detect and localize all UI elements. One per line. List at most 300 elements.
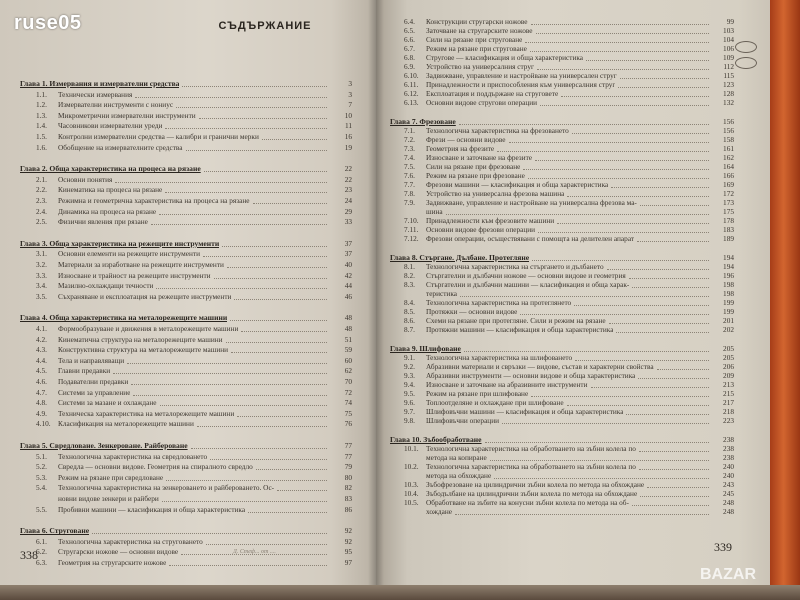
toc-entry-text: Технологична характеристика на свредловането [58, 452, 208, 461]
toc-entry-number: 3.5. [36, 292, 47, 301]
toc-page-number: 86 [344, 504, 352, 514]
toc-page-number: 48 [344, 324, 352, 333]
toc-dot-leader [159, 213, 327, 215]
toc-entry [36, 144, 183, 152]
toc-dot-leader [530, 50, 709, 52]
right-page-number: 339 [714, 540, 732, 554]
toc-entry-text: Режим на рязане при фрезоване [426, 172, 525, 180]
toc-entry-text: Измервателни инструменти с нониус [58, 101, 174, 110]
toc-entry [404, 99, 537, 107]
toc-dot-leader [639, 450, 709, 452]
toc-dot-leader [531, 395, 709, 397]
toc-entry-text: Часовникови измервателни уреди [58, 122, 163, 131]
toc-page-number: 162 [723, 153, 734, 162]
toc-entry-text: Основни елементи на режещите инструменти [58, 250, 201, 259]
toc-entry-text: Протяжки — основни видове [426, 308, 518, 316]
toc-entry-number: 2.3. [36, 197, 47, 205]
toc-entry [404, 381, 588, 389]
toc-page-number: 178 [723, 216, 734, 225]
toc-dot-leader [607, 268, 709, 270]
toc-dot-leader [203, 255, 327, 257]
toc-entry-text: Обобщение на измервателните средства [58, 143, 183, 152]
toc-page-number: 48 [344, 313, 352, 323]
toc-dot-leader [639, 468, 709, 470]
toc-entry [36, 474, 163, 482]
toc-entry-number: 10.2. [404, 463, 419, 471]
book-spine [770, 0, 800, 600]
toc-entry [36, 112, 196, 120]
toc-dot-leader [199, 117, 327, 119]
toc-page-number: 62 [344, 366, 352, 376]
toc-page-number: 199 [723, 307, 734, 316]
toc-dot-leader [632, 504, 709, 506]
toc-page-number: 80 [344, 472, 352, 482]
toc-dot-leader [237, 415, 327, 417]
chapter-title: Глава 9. Шлифоване [390, 345, 461, 353]
toc-entry-text: Системи за мазане и охлаждане [58, 399, 157, 408]
toc-chapter-heading [20, 240, 219, 248]
toc-dot-leader [214, 277, 327, 279]
toc-entry [36, 538, 203, 546]
toc-dot-leader [222, 245, 327, 247]
toc-entry [404, 508, 452, 516]
toc-entry [36, 495, 159, 503]
toc-entry-number: 6.4. [404, 18, 415, 26]
toc-page-number: 7 [348, 100, 352, 110]
toc-dot-leader [637, 240, 709, 242]
toc-dot-leader [234, 298, 327, 300]
toc-entry-text: Кинематика на процеса на рязане [58, 186, 163, 195]
toc-page-number: 33 [344, 217, 352, 227]
toc-dot-leader [464, 350, 709, 352]
toc-dot-leader [540, 104, 709, 106]
toc-page-number: 209 [723, 371, 734, 380]
toc-entry-number: 10.5. [404, 499, 419, 507]
toc-entry-text: Техническа характеристика на металорежещите машини [58, 409, 235, 418]
toc-entry [36, 282, 153, 290]
toc-dot-leader [197, 425, 327, 427]
toc-entry [36, 367, 110, 375]
toc-entry-text: Стъргателни и дълбачни машини — класификация и обща харак- [426, 281, 630, 289]
toc-entry [36, 506, 245, 514]
toc-dot-leader [191, 447, 327, 449]
toc-page-number: 76 [344, 419, 352, 429]
toc-page-number: 99 [726, 17, 734, 26]
toc-dot-leader [531, 23, 709, 25]
toc-entry-number: 9.1. [404, 354, 415, 362]
toc-title: СЪДЪРЖАНИЕ [218, 20, 312, 32]
toc-entry [36, 357, 124, 365]
toc-entry-text: Износване и заточване на фрезите [426, 154, 533, 162]
toc-entry [404, 190, 564, 198]
toc-dot-leader [262, 138, 327, 140]
toc-entry-number: 6.2. [36, 548, 47, 557]
toc-page-number: 16 [344, 132, 352, 141]
toc-page-number: 75 [344, 408, 352, 418]
toc-page-number: 10 [344, 110, 352, 120]
toc-dot-leader [497, 150, 709, 152]
pen-circle-mark [735, 41, 757, 53]
toc-entry [36, 559, 166, 567]
toc-page-number: 183 [723, 225, 734, 234]
toc-entry-number: 8.3. [404, 281, 415, 289]
toc-dot-leader [535, 159, 709, 161]
toc-dot-leader [256, 468, 327, 470]
toc-dot-leader [536, 32, 709, 34]
toc-entry [36, 453, 207, 461]
toc-entry [404, 463, 636, 471]
toc-entry-number: 8.6. [404, 317, 415, 325]
toc-entry-text: Протяжни машини — класификация и обща характеристика [426, 326, 614, 334]
left-page [0, 0, 376, 585]
toc-entry [404, 472, 491, 480]
toc-dot-leader [133, 394, 327, 396]
toc-entry-text: Физични явления при рязане [58, 218, 148, 227]
toc-page-number: 115 [723, 71, 734, 80]
toc-page-number: 199 [723, 298, 734, 307]
toc-entry [404, 445, 636, 453]
toc-dot-leader [657, 368, 709, 370]
toc-entry-text: Тела и направляващи [58, 356, 125, 365]
toc-entry-text: Режимна и геометрична характеристика на процеса на рязане [58, 197, 250, 205]
toc-entry-number: 6.13. [404, 99, 419, 107]
toc-page-number: 164 [723, 162, 734, 171]
toc-page-number: 217 [723, 398, 734, 407]
toc-entry-number: 3.3. [36, 271, 47, 280]
toc-page-number: 37 [344, 249, 352, 259]
toc-page-number: 109 [723, 53, 734, 62]
toc-entry [36, 101, 173, 109]
toc-page-number: 238 [723, 444, 734, 453]
toc-entry [404, 363, 654, 371]
toc-page-number: 248 [723, 507, 734, 516]
toc-entry [404, 326, 613, 334]
toc-entry-number: 6.6. [404, 36, 415, 44]
chapter-title: Глава 7. Фрезоване [390, 118, 456, 126]
toc-chapter-heading [20, 527, 89, 535]
toc-entry [36, 122, 162, 130]
toc-entry-number: 7.5. [404, 163, 415, 171]
toc-entry [36, 218, 148, 226]
toc-entry-text: Технологична характеристика на шлифоването [426, 354, 573, 362]
toc-page-number: 70 [344, 377, 352, 386]
toc-entry [404, 417, 499, 425]
toc-dot-leader [616, 331, 709, 333]
toc-entry-number: 4.3. [36, 346, 47, 355]
toc-dot-leader [638, 377, 709, 379]
toc-entry [36, 484, 274, 492]
toc-entry-text: Схеми на рязане при протегляне. Сили и режим на рязане [426, 317, 606, 325]
toc-entry-text: Задвижване, управление и настройване на универсален струг [426, 72, 617, 80]
toc-dot-leader [160, 404, 327, 406]
toc-entry [404, 390, 528, 398]
toc-entry-number: 6.5. [404, 27, 415, 35]
toc-entry-text: Зъбодълбане на цилиндрични зъбни колела по метода на обхождане [426, 490, 638, 498]
toc-page-number: 132 [723, 98, 734, 107]
toc-page-number: 72 [344, 387, 352, 397]
chapter-title: Глава 5. Свредловане. Зенкероване. Райбероване [20, 442, 188, 450]
toc-entry [36, 378, 128, 386]
toc-page-number: 11 [344, 121, 352, 131]
toc-dot-leader [567, 404, 709, 406]
toc-dot-leader [485, 441, 709, 443]
toc-chapter-heading [390, 345, 461, 353]
toc-page-number: 77 [344, 441, 352, 450]
toc-entry-number: 6.10. [404, 72, 419, 80]
toc-entry-text: Стругарски ножове — основни видове [58, 548, 179, 557]
toc-page-number: 166 [723, 171, 734, 180]
toc-dot-leader [165, 191, 327, 193]
toc-page-number: 161 [723, 144, 734, 153]
toc-page-number: 29 [344, 206, 352, 216]
toc-entry-number: 9.7. [404, 408, 415, 416]
toc-entry-number: 7.4. [404, 154, 415, 162]
toc-page-number: 194 [723, 253, 734, 262]
toc-entry-text: Режим на рязане при шлифоване [426, 390, 529, 398]
toc-dot-leader [572, 132, 709, 134]
toc-dot-leader [446, 213, 709, 215]
toc-page-number: 3 [348, 89, 352, 99]
toc-chapter-heading [390, 254, 529, 262]
toc-dot-leader [575, 359, 709, 361]
toc-dot-leader [525, 41, 709, 43]
toc-page-number: 22 [344, 164, 352, 174]
toc-entry-number: 6.11. [404, 81, 419, 89]
toc-chapter-heading [20, 80, 179, 88]
toc-entry-number: 7.7. [404, 181, 415, 189]
toc-entry-number: 6.3. [36, 559, 47, 567]
toc-entry-number: 6.8. [404, 54, 415, 62]
toc-page-number: 156 [723, 126, 734, 135]
stamp-text: Д. Стеф... от .... [233, 549, 276, 555]
toc-dot-leader [455, 513, 709, 515]
toc-dot-leader [241, 330, 327, 332]
toc-entry-text: Свредла — основни видове. Геометрия на спиралното свредло [58, 463, 253, 472]
toc-page-number: 37 [344, 238, 352, 248]
toc-page-number: 22 [344, 174, 352, 184]
toc-dot-leader [182, 85, 327, 87]
site-watermark: ruse05 [14, 12, 82, 34]
toc-entry-text: Главни предавки [58, 367, 111, 376]
toc-dot-leader [494, 477, 709, 479]
toc-dot-leader [509, 141, 709, 143]
toc-entry-text: Материали за изработване на режещите инструменти [58, 261, 224, 269]
toc-page-number: 82 [344, 483, 352, 493]
toc-dot-leader [626, 413, 709, 415]
toc-dot-leader [629, 277, 709, 279]
toc-entry-text: Износване и трайност на режещите инструменти [58, 271, 211, 280]
toc-entry-text: Формообразуване и движения в металорежещите машини [58, 325, 239, 333]
toc-entry-text: Геометрия на стругарските ножове [58, 559, 167, 567]
brand-watermark: BAZAR [700, 566, 756, 583]
toc-page-number: 198 [723, 280, 734, 289]
toc-entry-number: 9.6. [404, 399, 415, 407]
toc-entry-text: теристика [426, 290, 457, 298]
toc-entry-number: 9.3. [404, 372, 415, 380]
toc-dot-leader [227, 266, 327, 268]
toc-entry [36, 389, 130, 397]
toc-entry-number: 1.1. [36, 90, 47, 99]
toc-page-number: 194 [723, 262, 734, 271]
toc-entry-text: Основни видове фрезови операции [426, 226, 536, 234]
toc-entry [36, 463, 253, 471]
toc-dot-leader [640, 495, 709, 497]
toc-entry [36, 176, 112, 184]
toc-page-number: 202 [723, 325, 734, 334]
toc-page-number: 245 [723, 489, 734, 498]
toc-entry-number: 4.7. [36, 388, 47, 397]
toc-page-number: 213 [723, 380, 734, 389]
toc-dot-leader [460, 295, 709, 297]
toc-page-number: 60 [344, 355, 352, 365]
toc-entry-text: Шлифовъчни операции [426, 417, 500, 425]
toc-entry-text: метода на обхождане [426, 472, 492, 480]
chapter-title: Глава 2. Обща характеристика на процеса на рязане [20, 165, 201, 174]
toc-entry-text: Конструкции стругарски ножове [426, 18, 528, 26]
toc-entry-text: Шлифовъчни машини — класификация и обща характеристика [426, 408, 624, 416]
toc-entry-text: Кинематична структура на металорежещите машини [58, 335, 223, 344]
toc-entry [36, 272, 211, 280]
toc-page-number: 97 [344, 558, 352, 567]
toc-entry-number: 9.5. [404, 390, 415, 398]
toc-page-number: 175 [723, 207, 734, 216]
toc-entry-number: 4.10. [36, 420, 51, 429]
toc-entry-text: Топлоотделяне и охлаждане при шлифоване [426, 399, 564, 407]
toc-entry [404, 217, 554, 225]
toc-dot-leader [632, 286, 709, 288]
toc-dot-leader [620, 77, 709, 79]
toc-dot-leader [204, 170, 327, 172]
toc-page-number: 218 [723, 407, 734, 416]
toc-entry [404, 18, 528, 26]
toc-entry-number: 4.5. [36, 367, 47, 376]
toc-entry-number: 5.3. [36, 473, 47, 482]
toc-dot-leader [609, 322, 709, 324]
toc-entry-number: 7.12. [404, 235, 419, 243]
toc-entry [404, 136, 506, 144]
toc-entry [36, 261, 224, 269]
toc-chapter-heading [20, 314, 227, 322]
toc-dot-leader [92, 532, 327, 534]
toc-entry-number: 7.9. [404, 199, 415, 207]
toc-entry-text: Задвижване, управление и настройване на универсална фрезова ма- [426, 199, 637, 207]
toc-page-number: 172 [723, 189, 734, 198]
toc-entry-text: Динамика на процеса на рязане [58, 207, 157, 216]
toc-entry-number: 7.1. [404, 127, 415, 135]
toc-entry-text: Системи за управление [58, 388, 131, 397]
toc-entry-text: Основни понятия [58, 175, 113, 184]
toc-page-number: 59 [344, 345, 352, 355]
right-page [376, 0, 770, 585]
toc-entry [36, 250, 200, 258]
toc-dot-leader [528, 177, 709, 179]
toc-page-number: 103 [723, 26, 734, 35]
toc-entry [36, 548, 178, 556]
toc-entry [404, 154, 532, 162]
toc-entry-number: 6.1. [36, 537, 47, 546]
toc-page-number: 74 [344, 398, 352, 408]
chapter-title: Глава 1. Измервания и измервателни средства [20, 80, 180, 88]
toc-entry-number: 7.6. [404, 172, 415, 180]
toc-page-number: 95 [344, 547, 352, 557]
toc-entry [404, 72, 617, 80]
toc-entry-number: 10.3. [404, 481, 419, 489]
toc-entry [404, 408, 623, 416]
toc-entry [404, 63, 534, 71]
toc-entry [404, 45, 527, 53]
toc-entry-text: Абразивни инструменти — основни видове и обща характеристика [426, 372, 636, 380]
table-edge [0, 585, 800, 600]
toc-entry-number: 6.7. [404, 45, 415, 53]
toc-entry [404, 172, 525, 180]
toc-page-number: 128 [723, 89, 734, 98]
toc-entry-number: 5.5. [36, 505, 47, 514]
toc-entry-text: Зъбофрезоване на цилиндрични зъбни колела по метода на обхождане [426, 481, 645, 489]
toc-dot-leader [611, 186, 709, 188]
toc-page-number: 92 [344, 526, 352, 536]
toc-entry-number: 1.2. [36, 101, 47, 110]
toc-dot-leader [618, 86, 709, 88]
toc-dot-leader [574, 304, 709, 306]
toc-entry-number: 8.7. [404, 326, 415, 334]
toc-dot-leader [162, 500, 327, 502]
toc-page-number: 77 [344, 451, 352, 461]
toc-entry-number: 2.4. [36, 207, 47, 216]
toc-entry [404, 490, 637, 498]
toc-entry-number: 10.1. [404, 445, 419, 453]
toc-entry-number: 1.6. [36, 143, 47, 152]
toc-entry-text: Контролни измервателни средства — калибри и гранични мерки [58, 133, 259, 141]
toc-entry [36, 420, 194, 428]
toc-entry [404, 308, 517, 316]
toc-entry-number: 4.9. [36, 409, 47, 418]
toc-page-number: 205 [723, 353, 734, 362]
toc-entry [404, 263, 604, 271]
toc-page-number: 19 [344, 142, 352, 152]
toc-entry [36, 293, 231, 301]
toc-entry-number: 3.2. [36, 261, 47, 269]
toc-page-number: 189 [723, 234, 734, 243]
toc-dot-leader [532, 259, 709, 261]
toc-entry [404, 36, 522, 44]
chapter-title: Глава 4. Обща характеристика на металорежещите машини [20, 314, 228, 323]
toc-entry-text: Технически измервания [58, 90, 133, 99]
toc-entry-text: Мазилно-охлаждащи течности [58, 282, 154, 291]
toc-page-number: 173 [723, 198, 734, 207]
toc-entry-number: 10.4. [404, 490, 419, 498]
toc-entry-number: 6.9. [404, 63, 415, 71]
toc-page-number: 79 [344, 462, 352, 472]
toc-entry-number: 8.2. [404, 272, 415, 280]
toc-entry [36, 186, 162, 194]
toc-entry-number: 7.2. [404, 136, 415, 144]
toc-entry-text: Обработване на зъбите на конусни зъбни колела по метода на об- [426, 499, 629, 507]
toc-page-number: 83 [344, 494, 352, 503]
toc-entry [36, 133, 259, 141]
toc-page-number: 223 [723, 416, 734, 425]
toc-entry [404, 199, 637, 207]
toc-entry [404, 499, 629, 507]
toc-entry-text: Геометрия на фрезите [426, 145, 495, 153]
toc-page-number: 205 [723, 344, 734, 353]
toc-entry-number: 8.4. [404, 299, 415, 307]
toc-entry [404, 90, 558, 98]
toc-entry [404, 163, 520, 171]
toc-page-number: 169 [723, 180, 734, 189]
toc-dot-leader [135, 96, 327, 98]
toc-entry-text: Сили на рязане при фрезоване [426, 163, 521, 171]
toc-entry-number: 1.4. [36, 122, 47, 131]
